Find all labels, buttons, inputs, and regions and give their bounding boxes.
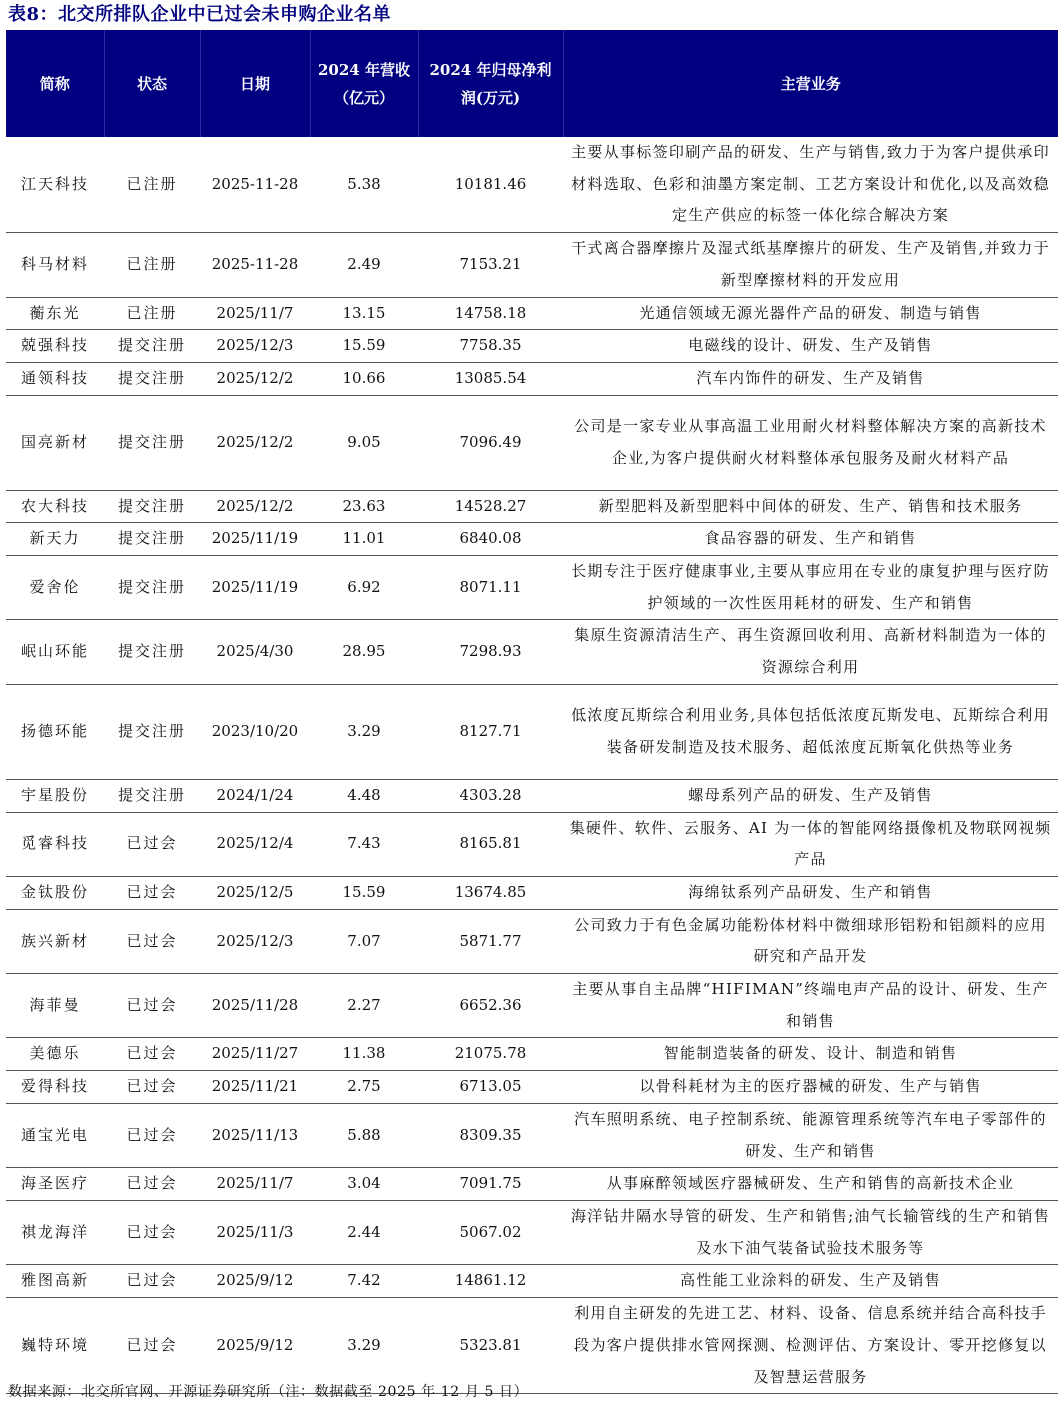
cell-profit: 6840.08	[418, 523, 563, 556]
cell-name: 蘅东光	[6, 297, 104, 330]
cell-name: 海圣医疗	[6, 1168, 104, 1201]
cell-date: 2025-11-28	[200, 233, 310, 297]
cell-date: 2025/11/3	[200, 1200, 310, 1264]
cell-date: 2025/11/7	[200, 297, 310, 330]
cell-revenue: 2.27	[310, 974, 418, 1038]
cell-business: 利用自主研发的先进工艺、材料、设备、信息系统并结合高科技手段为客户提供排水管网探测、检测评估、方案设计、零开挖修复以及智慧运营服务	[563, 1298, 1058, 1394]
cell-revenue: 28.95	[310, 620, 418, 684]
cell-business: 公司是一家专业从事高温工业用耐火材料整体解决方案的高新技术企业,为客户提供耐火材料整体承包服务及耐火材料产品	[563, 395, 1058, 490]
cell-business: 低浓度瓦斯综合利用业务,具体包括低浓度瓦斯发电、瓦斯综合利用装备研发制造及技术服务、超低浓度瓦斯氧化供热等业务	[563, 684, 1058, 779]
table-row	[6, 395, 1058, 490]
cell-revenue: 13.15	[310, 297, 418, 330]
cell-business: 食品容器的研发、生产和销售	[563, 523, 1058, 556]
cell-name: 觅睿科技	[6, 812, 104, 876]
cell-profit: 7758.35	[418, 330, 563, 363]
cell-business: 新型肥料及新型肥料中间体的研发、生产、销售和技术服务	[563, 490, 1058, 523]
cell-date: 2023/10/20	[200, 684, 310, 779]
cell-status: 已过会	[104, 1265, 200, 1298]
cell-status: 已过会	[104, 909, 200, 973]
cell-status: 已过会	[104, 1200, 200, 1264]
cell-profit: 5871.77	[418, 909, 563, 973]
cell-revenue: 6.92	[310, 556, 418, 620]
header-date: 日期	[200, 30, 310, 137]
cell-business: 光通信领域无源光器件产品的研发、制造与销售	[563, 297, 1058, 330]
table-body	[6, 137, 1058, 1394]
cell-revenue: 7.07	[310, 909, 418, 973]
cell-profit: 21075.78	[418, 1038, 563, 1071]
cell-name: 新天力	[6, 523, 104, 556]
cell-name: 通宝光电	[6, 1103, 104, 1167]
cell-name: 爱得科技	[6, 1071, 104, 1104]
cell-date: 2025/12/2	[200, 490, 310, 523]
cell-profit: 8127.71	[418, 684, 563, 779]
cell-status: 提交注册	[104, 620, 200, 684]
cell-date: 2025/9/12	[200, 1265, 310, 1298]
cell-business: 高性能工业涂料的研发、生产及销售	[563, 1265, 1058, 1298]
cell-status: 提交注册	[104, 330, 200, 363]
cell-profit: 14528.27	[418, 490, 563, 523]
cell-status: 已过会	[104, 1071, 200, 1104]
cell-name: 宇星股份	[6, 779, 104, 812]
cell-date: 2025/11/19	[200, 556, 310, 620]
cell-revenue: 4.48	[310, 779, 418, 812]
cell-name: 族兴新材	[6, 909, 104, 973]
cell-revenue: 11.38	[310, 1038, 418, 1071]
cell-status: 已注册	[104, 233, 200, 297]
cell-business: 螺母系列产品的研发、生产及销售	[563, 779, 1058, 812]
cell-name: 祺龙海洋	[6, 1200, 104, 1264]
cell-revenue: 15.59	[310, 876, 418, 909]
header-status: 状态	[104, 30, 200, 137]
table-row	[6, 1265, 1058, 1298]
table-row	[6, 233, 1058, 297]
cell-status: 已过会	[104, 1038, 200, 1071]
table-title: 表8：北交所排队企业中已过会未申购企业名单	[8, 4, 392, 25]
cell-business: 集硬件、软件、云服务、AI 为一体的智能网络摄像机及物联网视频产品	[563, 812, 1058, 876]
cell-revenue: 7.42	[310, 1265, 418, 1298]
cell-date: 2025/11/28	[200, 974, 310, 1038]
cell-status: 已注册	[104, 297, 200, 330]
cell-status: 提交注册	[104, 490, 200, 523]
cell-status: 提交注册	[104, 779, 200, 812]
cell-revenue: 5.38	[310, 137, 418, 233]
cell-profit: 8309.35	[418, 1103, 563, 1167]
cell-revenue: 3.29	[310, 1298, 418, 1394]
cell-profit: 6713.05	[418, 1071, 563, 1104]
table-row	[6, 297, 1058, 330]
cell-profit: 14758.18	[418, 297, 563, 330]
cell-business: 智能制造装备的研发、设计、制造和销售	[563, 1038, 1058, 1071]
cell-name: 爱舍伦	[6, 556, 104, 620]
cell-status: 已过会	[104, 1298, 200, 1394]
cell-date: 2025/12/4	[200, 812, 310, 876]
cell-business: 主要从事自主品牌“HIFIMAN”终端电声产品的设计、研发、生产和销售	[563, 974, 1058, 1038]
table-header-row	[6, 30, 1058, 137]
cell-name: 海菲曼	[6, 974, 104, 1038]
cell-business: 以骨科耗材为主的医疗器械的研发、生产与销售	[563, 1071, 1058, 1104]
cell-business: 海绵钛系列产品研发、生产和销售	[563, 876, 1058, 909]
cell-date: 2025/4/30	[200, 620, 310, 684]
cell-revenue: 2.49	[310, 233, 418, 297]
table-row	[6, 974, 1058, 1038]
cell-name: 巍特环境	[6, 1298, 104, 1394]
header-business: 主营业务	[563, 30, 1058, 137]
cell-status: 已过会	[104, 1168, 200, 1201]
cell-business: 从事麻醉领域医疗器械研发、生产和销售的高新技术企业	[563, 1168, 1058, 1201]
cell-date: 2025/12/2	[200, 362, 310, 395]
cell-business: 主要从事标签印刷产品的研发、生产与销售,致力于为客户提供承印材料选取、色彩和油墨方案定制、工艺方案设计和优化,以及高效稳定生产供应的标签一体化综合解决方案	[563, 137, 1058, 233]
cell-status: 提交注册	[104, 362, 200, 395]
cell-business: 电磁线的设计、研发、生产及销售	[563, 330, 1058, 363]
table-row	[6, 137, 1058, 233]
table-row	[6, 1038, 1058, 1071]
cell-profit: 6652.36	[418, 974, 563, 1038]
cell-profit: 13085.54	[418, 362, 563, 395]
cell-revenue: 2.44	[310, 1200, 418, 1264]
cell-revenue: 23.63	[310, 490, 418, 523]
table-row	[6, 1298, 1058, 1394]
cell-name: 国亮新材	[6, 395, 104, 490]
cell-revenue: 15.59	[310, 330, 418, 363]
cell-revenue: 3.29	[310, 684, 418, 779]
table-row	[6, 812, 1058, 876]
cell-revenue: 7.43	[310, 812, 418, 876]
header-revenue-line1: 2024 年营收	[318, 60, 410, 79]
cell-status: 已过会	[104, 876, 200, 909]
header-name: 简称	[6, 30, 104, 137]
cell-revenue: 3.04	[310, 1168, 418, 1201]
cell-status: 已过会	[104, 812, 200, 876]
cell-business: 汽车内饰件的研发、生产及销售	[563, 362, 1058, 395]
cell-status: 提交注册	[104, 556, 200, 620]
table-row	[6, 620, 1058, 684]
cell-business: 公司致力于有色金属功能粉体材料中微细球形铝粉和铝颜料的应用研究和产品开发	[563, 909, 1058, 973]
cell-profit: 5323.81	[418, 1298, 563, 1394]
cell-status: 已过会	[104, 1103, 200, 1167]
cell-revenue: 11.01	[310, 523, 418, 556]
cell-name: 农大科技	[6, 490, 104, 523]
table-row	[6, 876, 1058, 909]
cell-date: 2024/1/24	[200, 779, 310, 812]
header-profit-line1: 2024 年归母净利	[429, 60, 552, 79]
cell-name: 金钛股份	[6, 876, 104, 909]
cell-revenue: 10.66	[310, 362, 418, 395]
cell-status: 提交注册	[104, 395, 200, 490]
cell-status: 提交注册	[104, 523, 200, 556]
cell-profit: 8071.11	[418, 556, 563, 620]
cell-business: 海洋钻井隔水导管的研发、生产和销售;油气长输管线的生产和销售及水下油气装备试验技术服务等	[563, 1200, 1058, 1264]
cell-revenue: 2.75	[310, 1071, 418, 1104]
cell-date: 2025-11-28	[200, 137, 310, 233]
cell-business: 汽车照明系统、电子控制系统、能源管理系统等汽车电子零部件的研发、生产和销售	[563, 1103, 1058, 1167]
header-revenue	[310, 30, 418, 137]
cell-revenue: 9.05	[310, 395, 418, 490]
table-row	[6, 490, 1058, 523]
cell-profit: 13674.85	[418, 876, 563, 909]
table-row	[6, 330, 1058, 363]
cell-date: 2025/11/7	[200, 1168, 310, 1201]
cell-profit: 5067.02	[418, 1200, 563, 1264]
cell-status: 提交注册	[104, 684, 200, 779]
cell-name: 岷山环能	[6, 620, 104, 684]
table-row	[6, 1168, 1058, 1201]
cell-profit: 10181.46	[418, 137, 563, 233]
cell-name: 雅图高新	[6, 1265, 104, 1298]
cell-profit: 4303.28	[418, 779, 563, 812]
cell-name: 美德乐	[6, 1038, 104, 1071]
table-row	[6, 1200, 1058, 1264]
table-row	[6, 523, 1058, 556]
table-row	[6, 909, 1058, 973]
table-row	[6, 556, 1058, 620]
cell-date: 2025/9/12	[200, 1298, 310, 1394]
table-row	[6, 779, 1058, 812]
ipo-queue-table	[6, 30, 1058, 1394]
cell-date: 2025/11/27	[200, 1038, 310, 1071]
cell-business: 干式离合器摩擦片及湿式纸基摩擦片的研发、生产及销售,并致力于新型摩擦材料的开发应用	[563, 233, 1058, 297]
cell-profit: 7153.21	[418, 233, 563, 297]
cell-status: 已注册	[104, 137, 200, 233]
table-row	[6, 362, 1058, 395]
table-row	[6, 1071, 1058, 1104]
cell-name: 江天科技	[6, 137, 104, 233]
cell-date: 2025/11/13	[200, 1103, 310, 1167]
table-row	[6, 1103, 1058, 1167]
header-profit-line2: 润(万元)	[460, 88, 521, 107]
cell-profit: 7298.93	[418, 620, 563, 684]
header-profit	[418, 30, 563, 137]
table-row	[6, 684, 1058, 779]
cell-date: 2025/12/3	[200, 909, 310, 973]
cell-date: 2025/11/21	[200, 1071, 310, 1104]
cell-revenue: 5.88	[310, 1103, 418, 1167]
header-revenue-line2: （亿元）	[333, 88, 394, 107]
cell-name: 兢强科技	[6, 330, 104, 363]
cell-business: 长期专注于医疗健康事业,主要从事应用在专业的康复护理与医疗防护领域的一次性医用耗材的研发、生产和销售	[563, 556, 1058, 620]
cell-name: 科马材料	[6, 233, 104, 297]
source-note: 数据来源：北交所官网、开源证券研究所（注：数据截至 2025 年 12 月 5 日）	[8, 1384, 529, 1400]
cell-name: 扬德环能	[6, 684, 104, 779]
cell-date: 2025/12/3	[200, 330, 310, 363]
cell-profit: 14861.12	[418, 1265, 563, 1298]
cell-profit: 7091.75	[418, 1168, 563, 1201]
cell-profit: 7096.49	[418, 395, 563, 490]
cell-status: 已过会	[104, 974, 200, 1038]
cell-profit: 8165.81	[418, 812, 563, 876]
cell-name: 通领科技	[6, 362, 104, 395]
cell-date: 2025/11/19	[200, 523, 310, 556]
cell-date: 2025/12/5	[200, 876, 310, 909]
cell-date: 2025/12/2	[200, 395, 310, 490]
cell-business: 集原生资源清洁生产、再生资源回收利用、高新材料制造为一体的资源综合利用	[563, 620, 1058, 684]
